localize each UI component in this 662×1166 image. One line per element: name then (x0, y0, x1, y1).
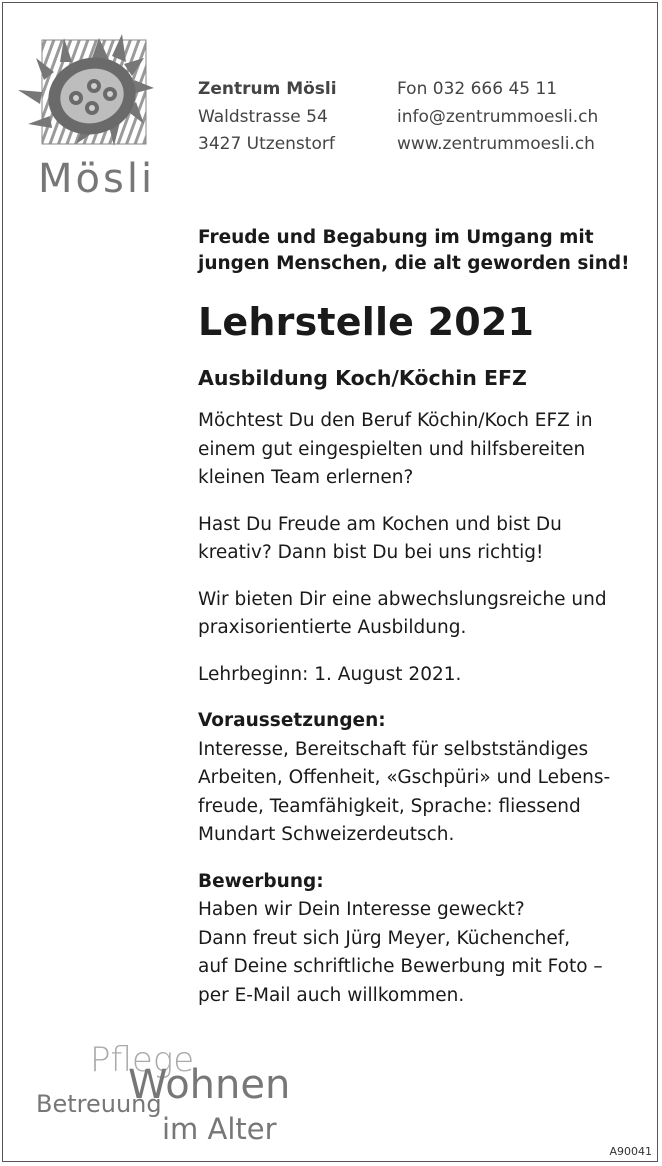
street: Waldstrasse 54 (198, 106, 328, 127)
requirements-section (198, 707, 638, 850)
application-line-2: Dann freut sich Jürg Meyer, Küchenchef, (198, 927, 571, 949)
logo-wordmark: Mösli (38, 156, 156, 202)
tagline (198, 225, 638, 277)
application-line-1: Haben wir Dein Interesse geweckt? (198, 899, 525, 920)
footer-pflege: Pflege (90, 1040, 195, 1080)
footer-betreuung: Betreuung (36, 1090, 162, 1118)
org-name: Zentrum Mösli (198, 79, 337, 99)
email-link[interactable]: info@zentrummoesli.ch (397, 106, 599, 127)
website-link[interactable]: www.zentrummoesli.ch (397, 134, 595, 154)
paragraph-intro: Möchtest Du den Beruf Köchin/Koch EFZ in einem gut eingespielten und hilfsbereiten kleinen Team erlernen? (198, 410, 593, 488)
contact-address (198, 76, 337, 159)
tagline-line-1: Freude und Begabung im Umgang mit (198, 227, 594, 248)
headline: Lehrstelle 2021 (198, 300, 535, 344)
paragraph-start-date: Lehrbeginn: 1. August 2021. (198, 663, 462, 685)
application-line-3: auf Deine schriftliche Bewerbung mit Foto – (198, 956, 603, 977)
application-line-4: per E-Mail auch willkommen. (198, 984, 465, 1006)
city: 3427 Utzenstorf (198, 134, 335, 154)
phone: Fon 032 666 45 11 (397, 79, 558, 99)
subheadline: Ausbildung Koch/Köchin EFZ (198, 366, 527, 390)
application-label: Bewerbung: (198, 870, 324, 892)
application-section (198, 868, 638, 1011)
ad-content (198, 225, 638, 1010)
requirements-text: Interesse, Bereitschaft für selbstständiges Arbeiten, Offenheit, «Gschpüri» und Lebens-freude, Teamfähigkeit, Sprache: fliessend Mundart Schweizerdeutsch. (198, 738, 611, 845)
paragraph-passion: Hast Du Freude am Kochen und bist Du kreativ? Dann bist Du bei uns richtig! (198, 513, 562, 563)
paragraph-offer: Wir bieten Dir eine abwechslungsreiche und praxisorientierte Ausbildung. (198, 588, 607, 638)
footer-wohnen: Wohnen (128, 1062, 291, 1108)
contact-details (397, 76, 598, 159)
tagline-line-2: jungen Menschen, die alt geworden sind! (198, 253, 630, 274)
flower-logo-icon (14, 28, 164, 158)
footer-im-alter: im Alter (162, 1112, 277, 1146)
ad-code: A90041 (609, 1145, 652, 1158)
moesli-logo (14, 28, 164, 203)
requirements-label: Voraussetzungen: (198, 710, 386, 731)
